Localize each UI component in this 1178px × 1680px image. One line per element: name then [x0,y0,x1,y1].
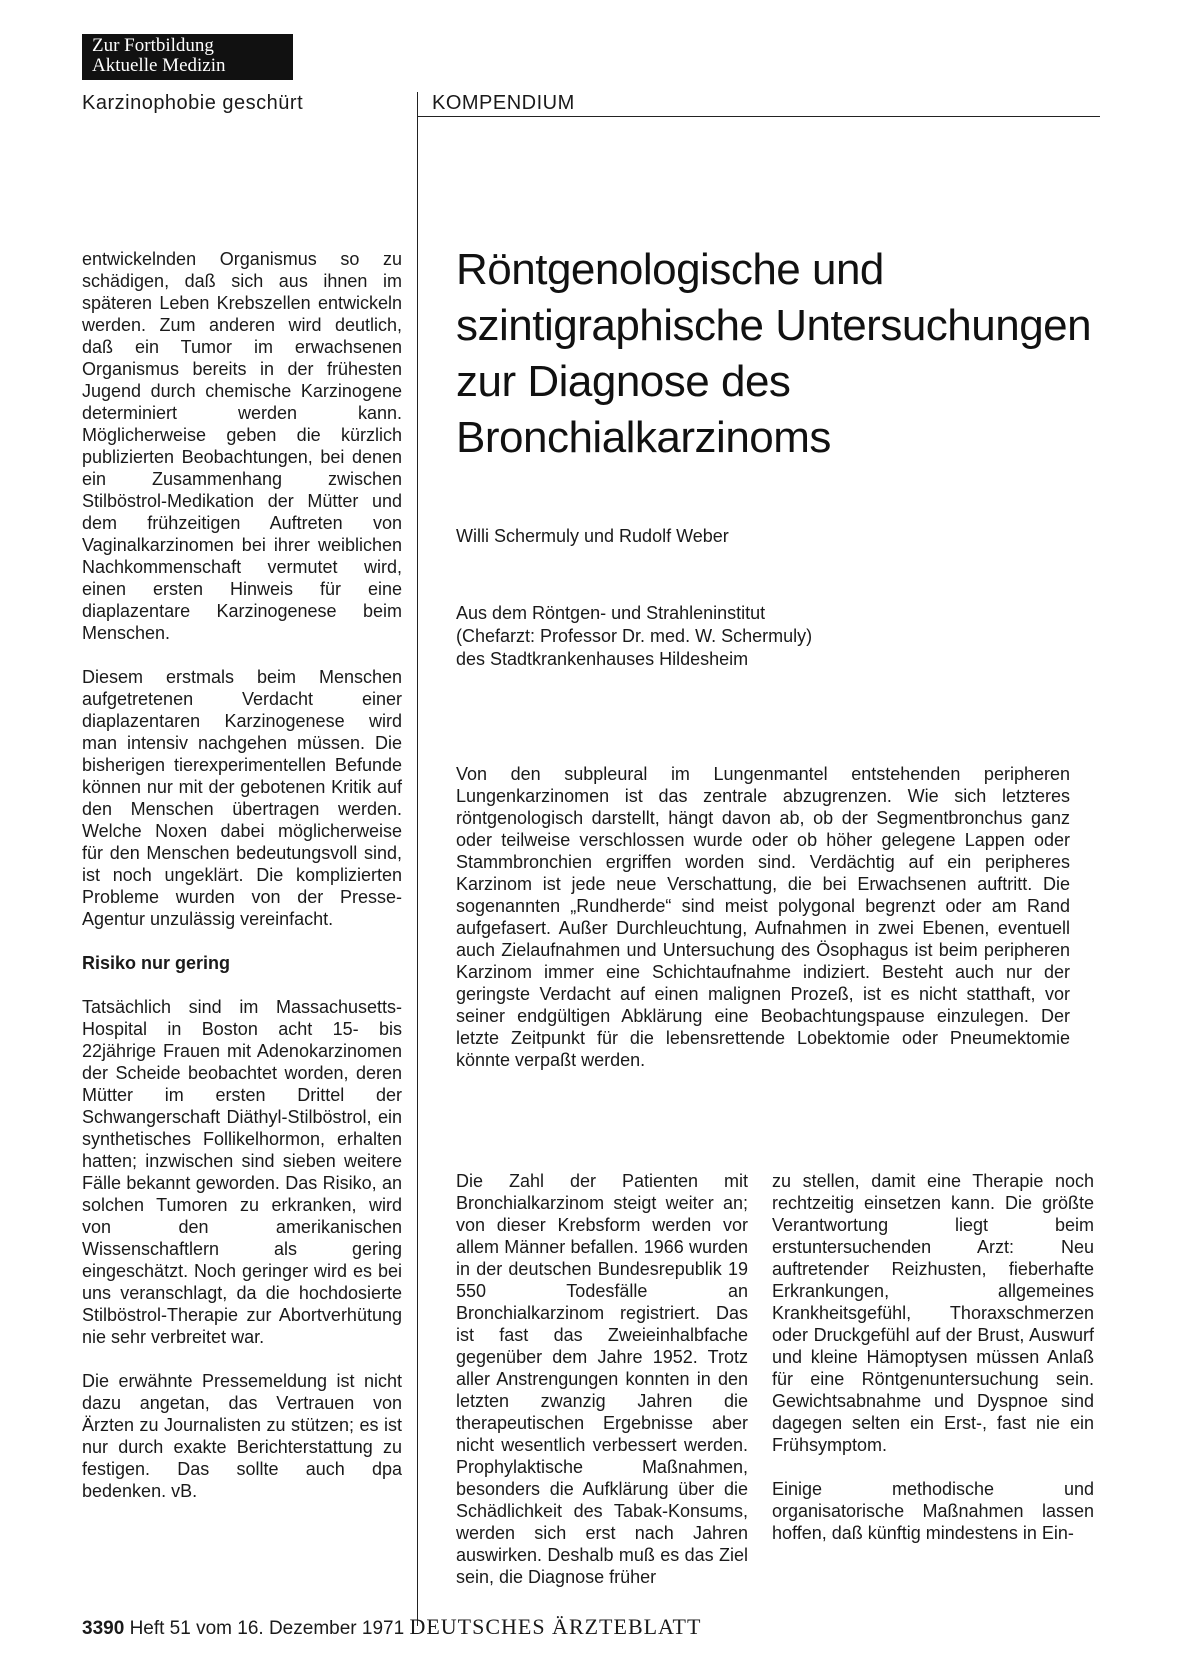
right-paragraph-2: Einige methodische und organisatorische Maßnahmen lassen hoffen, daß künftig mindestens in Ein- [772,1479,1094,1543]
left-column-heading: Karzinophobie geschürt [82,92,304,114]
left-paragraph-2: Diesem erstmals beim Menschen aufgetretenen Verdacht einer diaplazentaren Karzinogenese wird man intensiv nachgehen müssen. Die bisherigen tierexperimentellen Befunde können nur mit der gebotenen Kritik auf den Menschen übertragen werden. Welche Noxen dabei möglicherweise für den Menschen bedeutungsvoll sind, ist noch ungeklärt. Die komplizierten Probleme wurden von der Presse-Agentur unzulässig vereinfacht. [82,667,402,929]
left-column [82,248,402,1524]
article-abstract [456,763,1070,1093]
left-subheading: Risiko nur gering [82,953,231,973]
left-paragraph-1: entwickelnden Organismus so zu schädigen, daß sich aus ihnen im späteren Leben Krebszellen entwickeln werden. Zum anderen wird deutlich, daß ein Tumor im erwachsenen Organismus bereits in der frühesten Jugend durch chemische Karzinogene determiniert werden kann. Möglicherweise geben die kürzlich publizierten Beobachtungen, bei denen ein Zusammenhang zwischen Stilböstrol-Medikation der Mütter und dem frühzeitigen Auftreten von Vaginalkarzinomen bei ihrer weiblichen Nachkommenschaft vermutet wird, einen ersten Hinweis für eine diaplazentare Karzinogenese beim Menschen. [82,249,402,643]
abstract-text: Von den subpleural im Lungenmantel entstehenden peripheren Lungenkarzinomen ist das zentrale abzugrenzen. Wie sich letzteres röntgenologisch darstellt, hängt davon ab, ob der Segmentbronchus ganz oder teilweise verschlossen wurde oder ob höher gelegene Lappen oder Stammbronchien ergriffen worden sind. Verdächtig auf ein peripheres Karzinom ist jede neue Verschattung, die bei Erwachsenen auftritt. Die sogenannten „Rundherde“ sind meist polygonal begrenzt oder am Rand aufgefasert. Außer Durchleuchtung, Aufnahmen in zwei Ebenen, eventuell auch Zielaufnahmen und Untersuchung des Ösophagus ist beim peripheren Karzinom immer eine Schichtaufnahme indiziert. Besteht auch nur der geringste Verdacht auf einen malignen Prozeß, ist es nicht statthaft, vor seiner endgültigen Abklärung eine Beobachtungspause einzulegen. Der letzte Zeitpunkt für die lebensrettende Lobektomie oder Pneumektomie könnte verpaßt werden. [456,764,1070,1070]
badge-line-2: Aktuelle Medizin [92,55,226,76]
middle-column [456,1170,748,1610]
left-paragraph-4: Die erwähnte Pressemeldung ist nicht dazu angetan, das Vertrauen von Ärzten zu Journalisten zu stützen; es ist nur durch exakte Berichterstattung zu festigen. Das sollte auch dpa bedenken. vB. [82,1371,402,1501]
page-number: 3390 [82,1618,125,1639]
affiliation-line-2: (Chefarzt: Professor Dr. med. W. Schermuly) [456,626,813,646]
heading-divider [418,116,1100,117]
issue-info: Heft 51 vom 16. Dezember 1971 [129,1618,405,1639]
article-authors: Willi Schermuly und Rudolf Weber [456,526,729,546]
right-column [772,1170,1094,1566]
middle-paragraph-1: Die Zahl der Patienten mit Bronchialkarzinom steigt weiter an; von dieser Krebsform werden vor allem Männer befallen. 1966 wurden in der deutschen Bundesrepublik 19 550 Todesfälle an Bronchialkarzinom registriert. Das ist fast das Zweieinhalbfache gegenüber dem Jahre 1952. Trotz aller Anstrengungen konnten in den letzten zwanzig Jahren die therapeutischen Ergebnisse aber nicht wesentlich verbessert werden. Prophylaktische Maßnahmen, besonders die Aufklärung über die Schädlichkeit des Tabak-Konsums, werden sich erst nach Jahren auswirken. Deshalb muß es das Ziel sein, die Diagnose früher [456,1171,748,1587]
right-paragraph-1: zu stellen, damit eine Therapie noch rechtzeitig einsetzen kann. Die größte Verantwortung liegt beim erstuntersuchenden Arzt: Neu auftretender Reizhusten, fieberhafte Erkrankungen, allgemeines Krankheitsgefühl, Thoraxschmerzen oder Druckgefühl auf der Brust, Auswurf und kleine Hämoptysen müssen Anlaß für eine Röntgenuntersuchung sein. Gewichtsabnahme und Dyspnoe sind dagegen selten ein Erst-, fast nie ein Frühsymptom. [772,1171,1094,1455]
affiliation-line-1: Aus dem Röntgen- und Strahleninstitut [456,603,766,623]
section-heading: KOMPENDIUM [432,92,575,114]
affiliation-line-3: des Stadtkrankenhauses Hildesheim [456,649,749,669]
article-affiliation [456,602,812,671]
left-paragraph-3: Tatsächlich sind im Massachusetts-Hospital in Boston acht 15- bis 22jährige Frauen mit Adenokarzinomen der Scheide beobachtet worden, deren Mütter im ersten Drittel der Schwangerschaft Diäthyl-Stilböstrol, ein synthetisches Follikelhormon, erhalten hatten; inzwischen sind sieben weitere Fälle bekannt geworden. Das Risiko, an solchen Tumoren zu erkranken, wird von den amerikanischen Wissenschaftlern als gering eingeschätzt. Noch geringer wird es bei uns veranschlagt, da die hochdosierte Stilböstrol-Therapie zur Abortverhütung nie sehr verbreitet war. [82,997,402,1347]
article-title: Röntgenologische und szintigraphische Untersuchungen zur Diagnose des Bronchialkarzinoms [456,245,1092,462]
section-badge [82,34,293,80]
page-footer [82,1614,701,1640]
column-divider [417,92,418,1626]
badge-line-1: Zur Fortbildung [92,35,214,56]
journal-name: DEUTSCHES ÄRZTEBLATT [409,1614,702,1639]
